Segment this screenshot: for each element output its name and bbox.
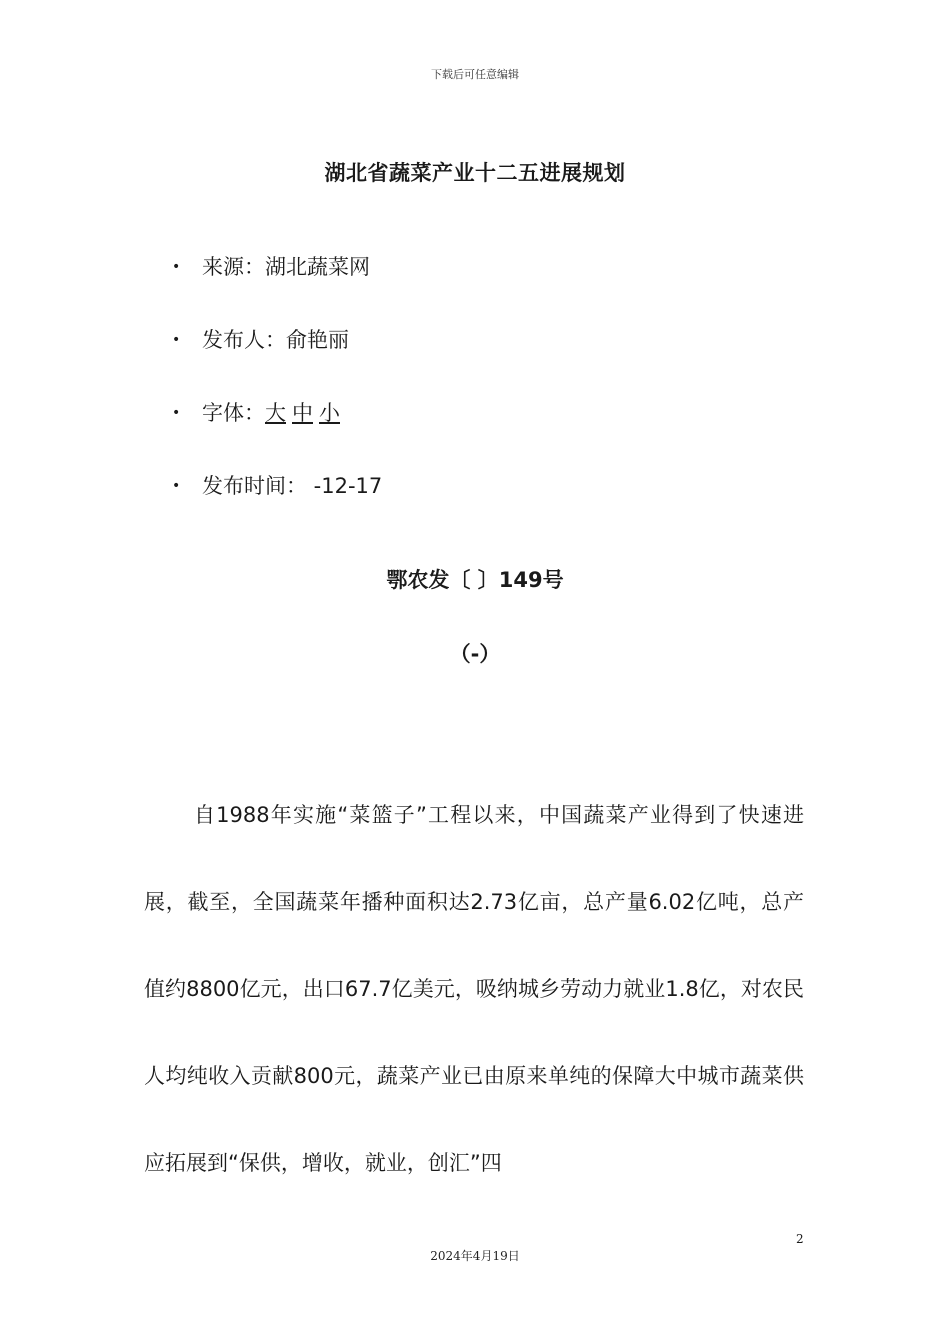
page-number: 2	[796, 1232, 804, 1246]
font-small-link[interactable]: 小	[319, 401, 340, 425]
metadata-list	[172, 250, 382, 542]
time-value: -12-17	[307, 474, 383, 498]
section-heading: （-）	[449, 642, 501, 666]
document-number: 鄂农发〔 〕149号	[386, 568, 564, 592]
font-large-link[interactable]: 大	[265, 401, 286, 425]
font-medium-link[interactable]: 中	[292, 401, 313, 425]
meta-publisher	[172, 323, 382, 396]
font-label: 字体：	[202, 401, 265, 425]
page-footer-date: 2024年4月19日	[430, 1249, 520, 1263]
time-label: 发布时间：	[202, 474, 307, 498]
body-paragraph: 自1988年实施“菜篮子”工程以来，中国蔬菜产业得到了快速进展，截至，全国蔬菜年播种面积达2.73亿亩，总产量6.02亿吨，总产值约8800亿元，出口67.7亿美元，吸纳城乡劳动力就业1.8亿，对农民人均纯收入贡献800元，蔬菜产业已由原来单纯的保障大中城市蔬菜供应拓展到“保供，增收，就业，创汇”四	[144, 803, 804, 1175]
source-value: 湖北蔬菜网	[265, 255, 370, 279]
source-label: 来源：	[202, 255, 265, 279]
publisher-label: 发布人：	[202, 328, 286, 352]
bullet-icon: •	[172, 332, 181, 348]
bullet-icon: •	[172, 259, 181, 275]
meta-font-size	[172, 396, 382, 469]
publisher-value: 俞艳丽	[286, 328, 349, 352]
bullet-icon: •	[172, 478, 181, 494]
meta-publish-time	[172, 469, 382, 542]
page-header: 下载后可任意编辑	[431, 68, 519, 81]
meta-source	[172, 250, 382, 323]
bullet-icon: •	[172, 405, 181, 421]
document-title: 湖北省蔬菜产业十二五进展规划	[324, 161, 626, 185]
